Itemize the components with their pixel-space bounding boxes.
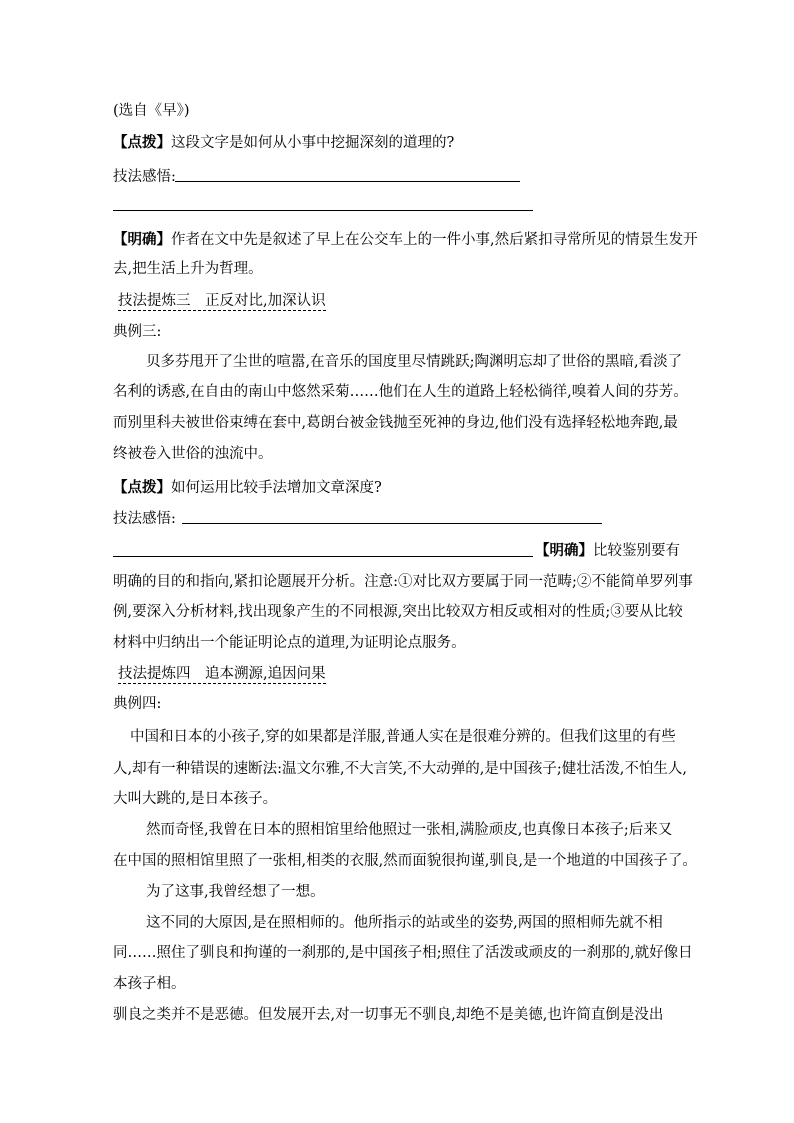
source-note: (选自《早》) (113, 103, 190, 119)
example-4-title: 典例四: (113, 696, 162, 712)
example-4-line-10: 驯良之类并不是恶德。但发展开去,对一切事无不驯良,却绝不是美德,也许简直倒是没出 (113, 1007, 664, 1023)
ming-2-head (535, 541, 680, 561)
hint-1-text: 这段文字是如何从小事中挖掘深刻的道理的? (171, 135, 455, 151)
technique-3-text: 技法提炼三 正反对比,加深认识 (118, 293, 326, 309)
hint-1-label: 【点拨】 (113, 134, 171, 151)
hint-2-text: 如何运用比较手法增加文章深度? (171, 480, 382, 496)
answer-line-1[interactable] (175, 181, 520, 182)
example-4-line-9: 本孩子相。 (113, 976, 186, 992)
ming-1-line-2: 去,把生活上升为哲理。 (113, 261, 263, 277)
example-3-line-3: 而别里科夫被世俗束缚在套中,葛朗台被金钱抛至死神的身边,他们没有选择轻松地奔跑,最 (113, 415, 678, 431)
ming-2-label: 【明确】 (535, 542, 593, 559)
example-3-title: 典例三: (113, 324, 162, 340)
example-4-line-5: 在中国的照相馆里照了一张相,相类的衣服,然而面貌很拘谨,驯良,是一个地道的中国孩子了。 (113, 853, 697, 869)
example-3-line-1: 贝多芬甩开了尘世的喧嚣,在音乐的国度里尽情跳跃;陶渊明忘却了世俗的黑暗,看淡了 (146, 354, 683, 370)
ming-2-line-3: 材料中归纳出一个能证明论点的道理,为证明论点服务。 (113, 635, 466, 651)
ming-1-text: 作者在文中先是叙述了早上在公交车上的一件小事,然后紧扣寻常所见的情景生发开 (171, 232, 698, 248)
ming-2-line-2: 例,要深入分析材料,找出现象产生的不同根源,突出比较双方相反或相对的性质;③要从比较 (113, 604, 683, 620)
ming-1-label: 【明确】 (113, 231, 171, 248)
ming-2-tail: 比较鉴别要有 (593, 543, 680, 559)
answer-line-4[interactable] (113, 556, 533, 557)
technique-4-heading (118, 664, 326, 684)
example-4-line-4: 然而奇怪,我曾在日本的照相馆里给他照过一张相,满脸顽皮,也真像日本孩子;后来又 (146, 822, 673, 838)
technique-4-text: 技法提炼四 追本溯源,追因问果 (118, 666, 326, 682)
example-4-line-6: 为了这事,我曾经想了一想。 (146, 884, 325, 900)
hint-1 (113, 133, 454, 153)
example-4-line-2: 人,却有一种错误的速断法:温文尔雅,不大言笑,不大动弹的,是中国孩子;健壮活泼,不怕生人, (113, 761, 687, 777)
example-4-line-1: 中国和日本的小孩子,穿的如果都是洋服,普通人实在是很难分辨的。但我们这里的有些 (130, 729, 676, 745)
example-4-line-8: 同……照住了驯良和拘谨的一刹那的,是中国孩子相;照住了活泼或顽皮的一刹那的,就好像日 (113, 945, 693, 961)
example-4-line-7: 这不同的大原因,是在照相师的。他所指示的站或坐的姿势,两国的照相师先就不相 (146, 915, 663, 931)
feel-2-label: 技法感悟: (113, 511, 176, 527)
ming-1-line-1 (113, 230, 698, 250)
answer-line-2[interactable] (113, 210, 533, 211)
hint-2 (113, 478, 382, 498)
technique-3-heading (118, 291, 326, 311)
feel-1-label: 技法感悟: (113, 169, 176, 185)
example-3-line-2: 名利的诱惑,在自由的南山中悠然采菊……他们在人生的道路上轻松徜徉,嗅着人间的芬芳。 (113, 384, 688, 400)
answer-line-3[interactable] (182, 523, 602, 524)
example-4-line-3: 大叫大跳的,是日本孩子。 (113, 791, 278, 807)
hint-2-label: 【点拨】 (113, 479, 171, 496)
example-3-line-4: 终被卷入世俗的浊流中。 (113, 446, 273, 462)
ming-2-line-1: 明确的目的和指向,紧扣论题展开分析。注意:①对比双方要属于同一范畴;②不能简单罗列事 (113, 574, 693, 590)
